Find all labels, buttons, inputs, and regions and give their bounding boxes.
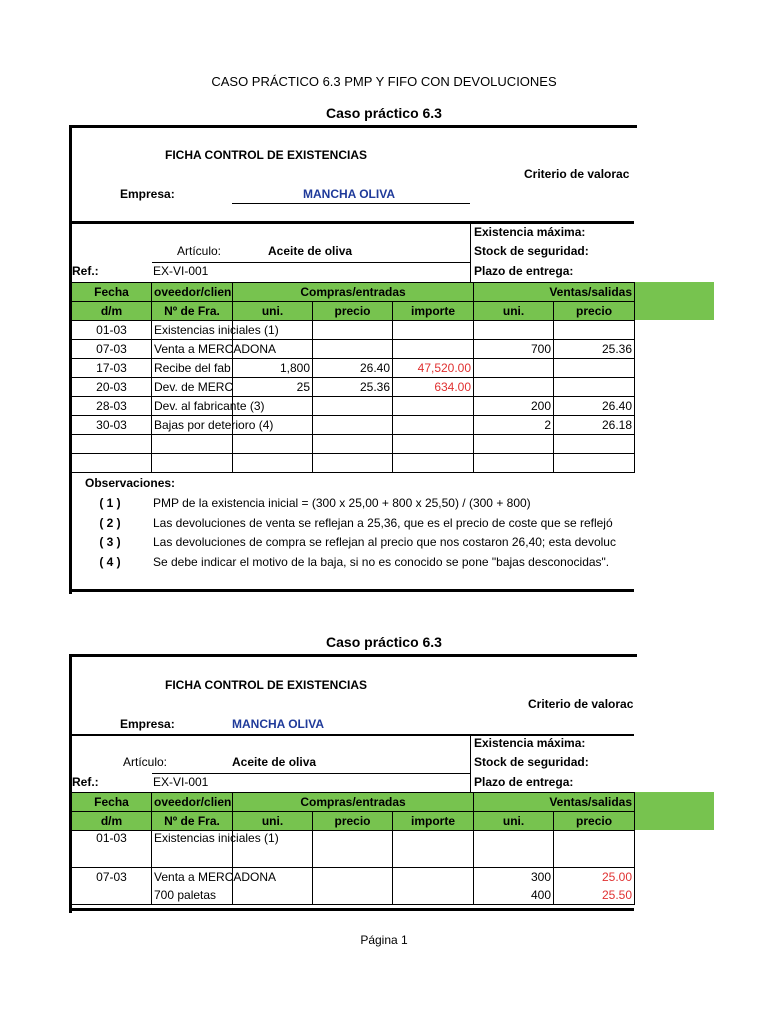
sheet2-title: Caso práctico 6.3 [326,634,442,650]
sheet2-empresa-value: MANCHA OLIVA [232,717,324,731]
cell-c-precio [313,321,393,340]
cell-c-uni [233,454,313,473]
cell-c-importe [393,397,474,416]
cell-date: 30-03 [72,416,152,435]
cell-c-importe [393,435,474,454]
sheet2-h-cprecio: precio [313,812,393,831]
table-row [72,359,635,378]
sheet1-obs-label: Observaciones: [85,476,176,490]
cell-c-uni: 1,800 [233,359,313,378]
cell-c-uni [233,435,313,454]
sheet2-card-title: FICHA CONTROL DE EXISTENCIAS [165,678,368,692]
cell-v-uni [474,321,554,340]
cell-v-precio: 25.36 [554,340,635,359]
cell-c-importe: 47,520.00 [393,359,474,378]
cell-desc: Dev. de MERC [152,378,233,397]
cell-c-importe [393,868,474,887]
cell-v-precio [554,321,635,340]
cell-date: 20-03 [72,378,152,397]
sheet1-articulo-value: Aceite de oliva [268,244,353,258]
table-row [72,886,635,905]
cell-c-precio: 26.40 [313,359,393,378]
sheet1-articulo-label: Artículo: [177,244,222,258]
sheet2-ref-value: EX-VI-001 [153,775,209,789]
table-row [72,454,635,473]
cell-c-precio [313,340,393,359]
cell-v-precio: 26.18 [554,416,635,435]
cell-c-importe [393,340,474,359]
cell-date: 01-03 [72,321,152,340]
cell-date: 01-03 [72,831,152,868]
cell-c-precio [313,868,393,887]
sheet1-h-compras: Compras/entradas [233,283,474,302]
sheet2-stock-label: Stock de seguridad: [474,755,589,769]
cell-c-precio: 25.36 [313,378,393,397]
sheet1-empresa-label: Empresa: [120,187,175,201]
sheet1-stock-label: Stock de seguridad: [474,244,589,258]
cell-c-precio [313,831,393,868]
cell-c-importe [393,886,474,905]
cell-c-importe [393,321,474,340]
cell-c-precio [313,416,393,435]
cell-c-importe [393,416,474,435]
sheet2-existencia-label: Existencia máxima: [474,736,586,750]
sheet1-h-ventas: Ventas/salidas [474,283,635,302]
sheet1-h-nfra: Nº de Fra. [152,302,233,321]
cell-desc: Existencias iniciales (1) [152,321,233,340]
cell-desc: Venta a MERCADONA [152,868,233,887]
cell-v-uni: 400 [474,886,554,905]
cell-date [72,435,152,454]
sheet1-existencia-label: Existencia máxima: [474,225,586,239]
cell-v-precio: 25.00 [554,868,635,887]
sheet1-empresa-underline [232,203,470,204]
sheet2-criterio-label: Criterio de valorac [528,697,634,711]
sheet2-articulo-value: Aceite de oliva [232,755,317,769]
cell-v-uni: 300 [474,868,554,887]
obs-text: Las devoluciones de venta se reflejan a 25,36, que es el precio de coste que se reflejó [153,516,613,530]
cell-date [72,886,152,905]
cell-v-uni: 200 [474,397,554,416]
sheet2-h-fecha: Fecha [72,793,152,812]
cell-v-uni: 700 [474,340,554,359]
obs-text: Se debe indicar el motivo de la baja, si no es conocido se pone "bajas desconocidas". [153,555,610,569]
sheet1-vline [470,224,471,282]
cell-v-precio: 26.40 [554,397,635,416]
sheet1-h-fecha: Fecha [72,283,152,302]
cell-desc: Venta a MERCADONA [152,340,233,359]
sheet1-h-proveedor: oveedor/clien [152,283,233,302]
cell-desc: 700 paletas [152,886,233,905]
sheet1-table [71,282,635,473]
page-footer: Página 1 [360,933,408,947]
sheet2-bottom-border [69,908,634,911]
cell-c-precio [313,435,393,454]
sheet2-articulo-underline [152,773,470,774]
sheet2-vline [470,736,471,792]
cell-desc: Bajas por deterioro (4) [152,416,233,435]
sheet2-h-dm: d/m [72,812,152,831]
sheet1-bottom-border [69,589,634,592]
obs-text: Las devoluciones de compra se reflejan al precio que nos costaron 26,40; esta devoluc [153,535,616,549]
sheet1-criterio-label: Criterio de valorac [524,167,630,181]
cell-c-importe [393,831,474,868]
sheet2-h-compras: Compras/entradas [233,793,474,812]
cell-c-uni: 25 [233,378,313,397]
cell-v-precio [554,831,635,868]
table-row [72,435,635,454]
sheet1-ref-value: EX-VI-001 [153,264,209,278]
sheet1-h-vprecio: precio [554,302,635,321]
sheet2-plazo-label: Plazo de entrega: [474,775,574,789]
sheet2-h-cimporte: importe [393,812,474,831]
sheet1-h-cuni: uni. [233,302,313,321]
cell-desc: Existencias iniciales (1) [152,831,233,868]
cell-v-uni [474,378,554,397]
sheet1-h-cimporte: importe [393,302,474,321]
sheet2-h-nfra: Nº de Fra. [152,812,233,831]
sheet2-empresa-label: Empresa: [120,717,175,731]
cell-v-uni [474,454,554,473]
sheet2-h-vprecio: precio [554,812,635,831]
sheet1-h-vuni: uni. [474,302,554,321]
cell-desc [152,435,233,454]
cell-c-importe [393,454,474,473]
cell-c-precio [313,886,393,905]
cell-date [72,454,152,473]
cell-date: 17-03 [72,359,152,378]
obs-number: ( 3 ) [99,535,121,549]
cell-v-uni: 2 [474,416,554,435]
sheet2-green-overflow [634,792,714,830]
sheet2-h-ventas: Ventas/salidas [474,793,635,812]
cell-v-precio [554,454,635,473]
cell-desc: Dev. al fabricante (3) [152,397,233,416]
cell-v-precio [554,359,635,378]
cell-c-precio [313,397,393,416]
obs-number: ( 1 ) [99,496,121,510]
sheet2-articulo-label: Artículo: [123,755,168,769]
cell-v-uni [474,435,554,454]
cell-date: 07-03 [72,868,152,887]
cell-date: 07-03 [72,340,152,359]
obs-number: ( 2 ) [99,516,121,530]
table-row [72,868,635,887]
obs-text: PMP de la existencia inicial = (300 x 25,00 + 800 x 25,50) / (300 + 800) [153,496,531,510]
sheet2-table [71,792,635,905]
cell-v-precio: 25.50 [554,886,635,905]
table-row [72,397,635,416]
cell-v-precio [554,378,635,397]
sheet2-ref-label: Ref.: [72,775,99,789]
table-row [72,416,635,435]
sheet1-h-dm: d/m [72,302,152,321]
table-row [72,340,635,359]
cell-c-uni [233,886,313,905]
cell-v-uni [474,359,554,378]
cell-c-importe: 634.00 [393,378,474,397]
sheet1-title: Caso práctico 6.3 [326,105,442,121]
sheet1-empresa-value: MANCHA OLIVA [303,187,395,201]
cell-desc [152,454,233,473]
sheet2-h-proveedor: oveedor/clien [152,793,233,812]
sheet1-ref-label: Ref.: [72,264,99,278]
sheet1-articulo-underline [152,262,470,263]
cell-c-precio [313,454,393,473]
document-title: CASO PRÁCTICO 6.3 PMP Y FIFO CON DEVOLUCIONES [211,74,557,89]
sheet2-h-cuni: uni. [233,812,313,831]
sheet1-h-cprecio: precio [313,302,393,321]
cell-v-precio [554,435,635,454]
sheet1-divider [69,221,634,224]
sheet1-green-overflow [634,282,714,320]
sheet1-plazo-label: Plazo de entrega: [474,264,574,278]
cell-v-uni [474,831,554,868]
cell-date: 28-03 [72,397,152,416]
table-row [72,378,635,397]
obs-number: ( 4 ) [99,555,121,569]
table-row [72,321,635,340]
sheet2-h-vuni: uni. [474,812,554,831]
sheet1-card-title: FICHA CONTROL DE EXISTENCIAS [165,148,368,162]
table-row [72,831,635,868]
cell-desc: Recibe del fab [152,359,233,378]
